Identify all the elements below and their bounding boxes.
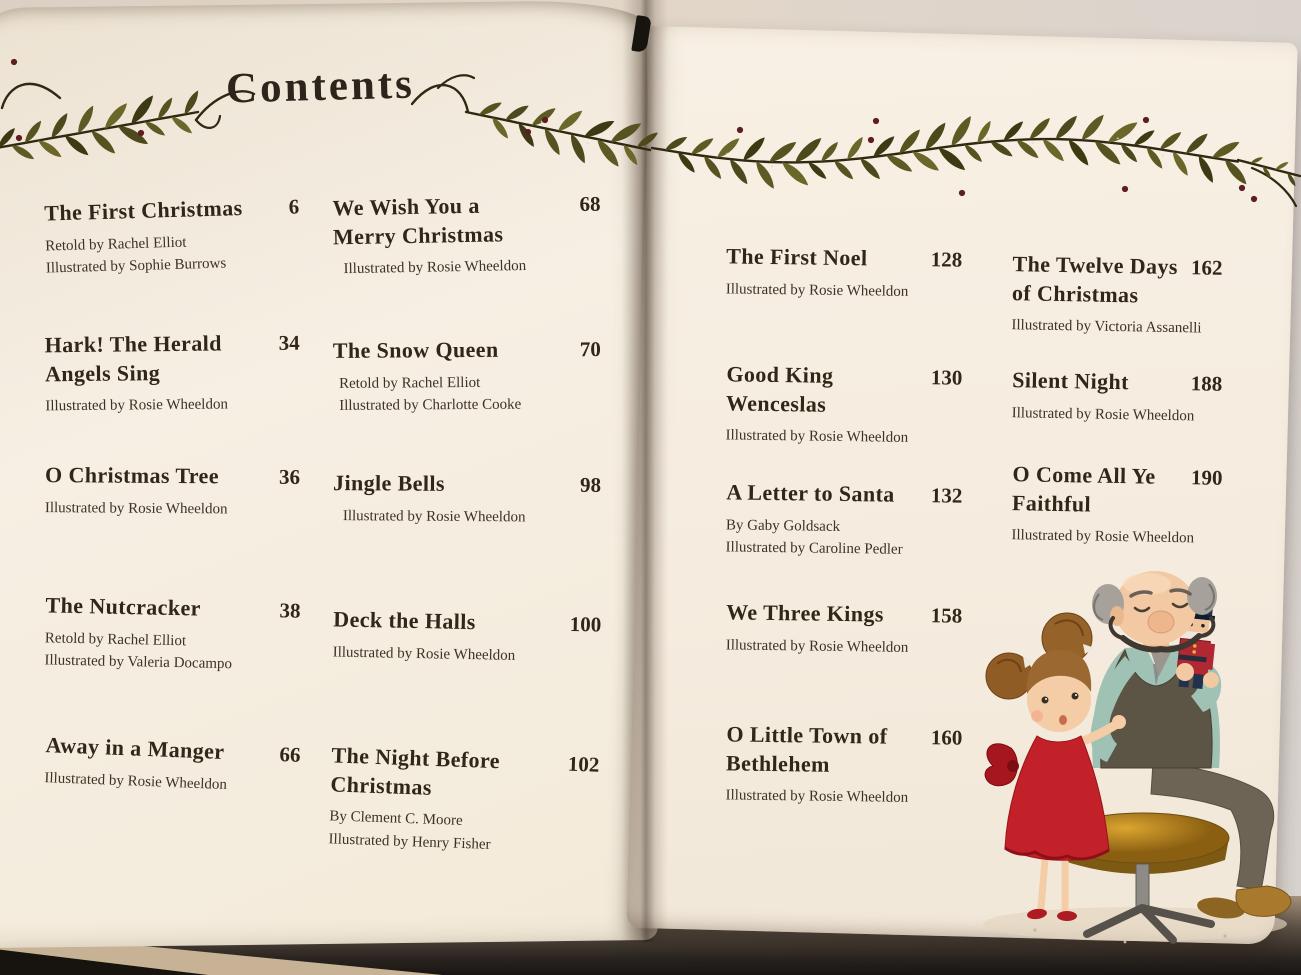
toc-entry-title: O Come All Ye Faithful bbox=[1011, 461, 1156, 517]
toc-entry-title: Deck the Halls bbox=[333, 606, 477, 635]
toc-entry-page-number: 66 bbox=[279, 742, 301, 767]
toc-entry bbox=[45, 461, 300, 521]
toc-entry-credit: Illustrated by Rosie Wheeldon bbox=[1011, 527, 1195, 547]
toc-entry-credit: Illustrated by Rosie Wheeldon bbox=[342, 507, 526, 526]
toc-entry-title: O Little Town of Bethlehem bbox=[725, 721, 888, 777]
toc-entry bbox=[726, 598, 963, 659]
toc-entry-page-number: 128 bbox=[930, 247, 963, 272]
toc-entry bbox=[1011, 460, 1222, 550]
toc-entry-title: The Snow Queen bbox=[332, 336, 499, 363]
toc-entry-credit: Illustrated by Caroline Pedler bbox=[725, 539, 903, 558]
toc-entry-page-number: 38 bbox=[279, 598, 301, 623]
toc-entry-title: Hark! The Herald Angels Sing bbox=[44, 330, 222, 386]
toc-entry-credit: Illustrated by Charlotte Cooke bbox=[339, 396, 522, 414]
toc-entry-credit: Retold by Rachel Elliot bbox=[45, 234, 187, 255]
toc-entry-page-number: 130 bbox=[930, 365, 963, 390]
toc-entry-credit: Illustrated by Rosie Wheeldon bbox=[332, 644, 516, 664]
toc-entry-page-number: 190 bbox=[1190, 465, 1223, 490]
toc-entry-title: Jingle Bells bbox=[333, 470, 445, 496]
toc-entry bbox=[332, 605, 601, 668]
toc-entry bbox=[333, 335, 602, 417]
toc-entry-credit: Illustrated by Rosie Wheeldon bbox=[1011, 404, 1195, 424]
toc-entry-credit: Illustrated by Sophie Burrows bbox=[45, 255, 227, 277]
toc-entry-title: The Night Before Christmas bbox=[330, 742, 501, 800]
toc-entry-page-number: 6 bbox=[288, 194, 300, 219]
toc-entry-title: The First Christmas bbox=[43, 195, 243, 226]
toc-entry-credit: Illustrated by Rosie Wheeldon bbox=[45, 396, 229, 415]
toc-entry-credit: Illustrated by Rosie Wheeldon bbox=[725, 280, 909, 300]
toc-entry-title: O Christmas Tree bbox=[45, 462, 220, 489]
toc-entry-credit: Retold by Rachel Elliot bbox=[338, 374, 481, 392]
toc-entry-page-number: 188 bbox=[1190, 371, 1223, 396]
toc-entry-title: We Wish You a Merry Christmas bbox=[332, 192, 504, 249]
toc-entry bbox=[725, 478, 962, 562]
toc-entry bbox=[333, 469, 601, 529]
toc-entry bbox=[726, 242, 963, 303]
toc-entry-credit: Illustrated by Rosie Wheeldon bbox=[725, 787, 909, 807]
toc-entry-page-number: 98 bbox=[580, 472, 602, 497]
toc-entry-title: Good King Wenceslas bbox=[725, 361, 834, 417]
toc-entry-page-number: 160 bbox=[930, 725, 963, 750]
toc-entry-page-number: 70 bbox=[579, 337, 601, 362]
toc-entry bbox=[332, 190, 601, 281]
toc-entry-credit: Illustrated by Rosie Wheeldon bbox=[343, 258, 527, 278]
toc-entry-credit: By Gaby Goldsack bbox=[725, 516, 841, 535]
toc-entry bbox=[725, 360, 962, 450]
toc-entry-page-number: 158 bbox=[930, 603, 963, 628]
toc-entry-credit: Retold by Rachel Elliot bbox=[44, 629, 187, 649]
toc-entry-credit: Illustrated by Victoria Assanelli bbox=[1011, 317, 1202, 337]
toc-entry-title: We Three Kings bbox=[726, 599, 884, 627]
page-title: Contents bbox=[225, 60, 416, 113]
toc-entry bbox=[44, 591, 301, 677]
toc-entry-title: Away in a Manger bbox=[45, 732, 225, 764]
toc-entry-page-number: 100 bbox=[569, 611, 602, 637]
toc-entry bbox=[44, 192, 301, 280]
toc-entry-page-number: 68 bbox=[579, 191, 601, 217]
toc-entry-page-number: 34 bbox=[278, 330, 300, 355]
toc-entry-credit: Illustrated by Rosie Wheeldon bbox=[44, 769, 228, 793]
toc-entry bbox=[725, 720, 962, 810]
toc-entry bbox=[44, 731, 301, 799]
toc-entry-title: Silent Night bbox=[1012, 367, 1130, 395]
toc-entry-page-number: 162 bbox=[1190, 255, 1223, 280]
toc-entry-credit: Illustrated by Rosie Wheeldon bbox=[44, 499, 228, 517]
toc-entry-page-number: 36 bbox=[279, 464, 301, 489]
toc-entry-title: The Twelve Days of Christmas bbox=[1011, 251, 1179, 307]
toc-entry-credit: Illustrated by Rosie Wheeldon bbox=[725, 636, 909, 656]
toc-entry-credit: Illustrated by Rosie Wheeldon bbox=[725, 427, 909, 447]
toc-entry-credit: By Clement C. Moore bbox=[329, 808, 463, 830]
toc-entry-credit: Illustrated by Henry Fisher bbox=[328, 830, 491, 853]
toc-entry bbox=[1011, 250, 1222, 340]
toc-entry bbox=[328, 741, 600, 859]
toc-entry-title: A Letter to Santa bbox=[726, 479, 895, 507]
toc-entry-title: The First Noel bbox=[726, 243, 868, 271]
toc-entry bbox=[45, 329, 301, 418]
toc-entry-page-number: 132 bbox=[930, 483, 963, 508]
toc-entry bbox=[1012, 366, 1223, 428]
toc-entry-title: The Nutcracker bbox=[45, 592, 202, 621]
toc-entry-page-number: 102 bbox=[567, 751, 600, 777]
toc-entry-credit: Illustrated by Valeria Docampo bbox=[44, 652, 233, 673]
